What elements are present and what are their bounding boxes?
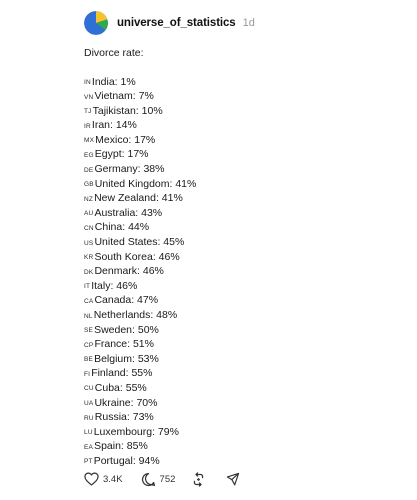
- list-item: [84, 396, 404, 411]
- country-code-flag: MX: [84, 137, 95, 145]
- like-count: 3.4K: [103, 473, 123, 485]
- country-code-flag: VN: [84, 93, 94, 101]
- country-rate-text: United Kingdom: 41%: [94, 177, 197, 190]
- country-rate-text: Tajikistan: 10%: [92, 104, 163, 117]
- share-button[interactable]: [226, 472, 240, 486]
- country-rate-text: New Zealand: 41%: [94, 192, 183, 205]
- country-rate-text: Vietnam: 7%: [94, 90, 154, 103]
- country-code-flag: LU: [84, 429, 93, 437]
- reply-button[interactable]: [141, 472, 176, 487]
- country-rate-text: Ukraine: 70%: [94, 396, 158, 409]
- country-code-flag: AU: [84, 210, 94, 218]
- country-rate-text: France: 51%: [94, 338, 154, 351]
- avatar[interactable]: [84, 11, 108, 35]
- country-code-flag: EA: [84, 443, 94, 451]
- country-rate-text: Cuba: 55%: [94, 381, 147, 394]
- country-code-flag: CP: [84, 341, 94, 349]
- country-code-flag: SE: [84, 327, 94, 335]
- country-rate-text: Iran: 14%: [91, 119, 137, 132]
- country-code-flag: NL: [84, 312, 93, 320]
- country-rate-text: South Korea: 46%: [94, 250, 180, 263]
- country-code-flag: DK: [84, 268, 94, 276]
- list-item: [84, 454, 404, 469]
- list-item: [84, 177, 404, 192]
- list-item: [84, 191, 404, 206]
- country-rate-text: Canada: 47%: [94, 294, 159, 307]
- country-code-flag: CN: [84, 224, 94, 232]
- post-header: [84, 11, 255, 35]
- list-item: [84, 337, 404, 352]
- list-item: [84, 206, 404, 221]
- send-icon: [226, 472, 240, 486]
- country-code-flag: IN: [84, 79, 91, 86]
- list-item: [84, 279, 404, 294]
- country-rate-text: Finland: 55%: [91, 367, 153, 380]
- list-item: [84, 250, 404, 265]
- country-rate-text: United States: 45%: [94, 236, 185, 249]
- country-code-flag: NZ: [84, 195, 94, 203]
- list-item: [84, 147, 404, 162]
- country-rate-text: Germany: 38%: [94, 163, 165, 176]
- pie-chart-avatar-icon: [84, 11, 108, 35]
- repost-icon: [191, 472, 206, 487]
- list-item: [84, 323, 404, 338]
- list-item: [84, 235, 404, 250]
- divorce-rate-list: [84, 75, 404, 469]
- country-code-flag: EG: [84, 151, 94, 159]
- country-rate-text: China: 44%: [94, 221, 150, 234]
- country-rate-text: Russia: 73%: [94, 411, 154, 424]
- list-item: [84, 264, 404, 279]
- post-body: [84, 46, 404, 469]
- post-timestamp[interactable]: 1d: [242, 17, 255, 29]
- country-rate-text: Sweden: 50%: [94, 323, 159, 336]
- country-code-flag: DE: [84, 166, 94, 174]
- country-code-flag: BE: [84, 356, 94, 364]
- list-item: [84, 75, 404, 90]
- country-rate-text: India: 1%: [91, 75, 136, 88]
- action-bar: [84, 469, 240, 489]
- repost-button[interactable]: [191, 472, 206, 487]
- country-code-flag: KR: [84, 254, 94, 262]
- country-rate-text: Spain: 85%: [94, 440, 148, 453]
- country-rate-text: Portugal: 94%: [93, 454, 160, 467]
- country-rate-text: Egypt: 17%: [94, 148, 149, 161]
- country-rate-text: Netherlands: 48%: [93, 309, 178, 321]
- list-item: [84, 366, 404, 381]
- country-code-flag: UA: [84, 400, 94, 408]
- list-item: [84, 104, 404, 119]
- list-item: [84, 89, 404, 104]
- comment-icon: [141, 472, 156, 487]
- list-item: [84, 308, 404, 323]
- country-code-flag: IR: [84, 122, 91, 130]
- country-code-flag: FI: [84, 370, 91, 378]
- list-item: [84, 425, 404, 440]
- country-code-flag: TJ: [84, 108, 92, 116]
- heart-icon: [84, 472, 99, 486]
- country-code-flag: GB: [84, 181, 94, 189]
- list-item: [84, 381, 404, 396]
- country-rate-text: Mexico: 17%: [95, 133, 156, 146]
- country-code-flag: PT: [84, 458, 93, 466]
- list-item: [84, 133, 404, 148]
- list-item: [84, 220, 404, 235]
- username[interactable]: universe_of_statistics: [117, 17, 236, 29]
- list-item: [84, 352, 404, 367]
- country-code-flag: CU: [84, 385, 94, 393]
- like-button[interactable]: [84, 472, 123, 486]
- country-rate-text: Italy: 46%: [91, 279, 138, 292]
- list-item: [84, 293, 404, 308]
- country-rate-text: Denmark: 46%: [94, 265, 164, 278]
- list-item: [84, 118, 404, 133]
- list-item: [84, 162, 404, 177]
- list-item: [84, 410, 404, 425]
- country-code-flag: CA: [84, 297, 94, 305]
- country-rate-text: Australia: 43%: [94, 206, 163, 219]
- list-item: [84, 439, 404, 454]
- country-rate-text: Luxembourg: 79%: [93, 425, 179, 438]
- country-code-flag: IT: [84, 283, 91, 291]
- country-code-flag: US: [84, 239, 94, 247]
- country-code-flag: RU: [84, 414, 94, 422]
- post-intro: Divorce rate:: [84, 47, 144, 59]
- country-rate-text: Belgium: 53%: [94, 352, 159, 365]
- reply-count: 752: [159, 473, 176, 485]
